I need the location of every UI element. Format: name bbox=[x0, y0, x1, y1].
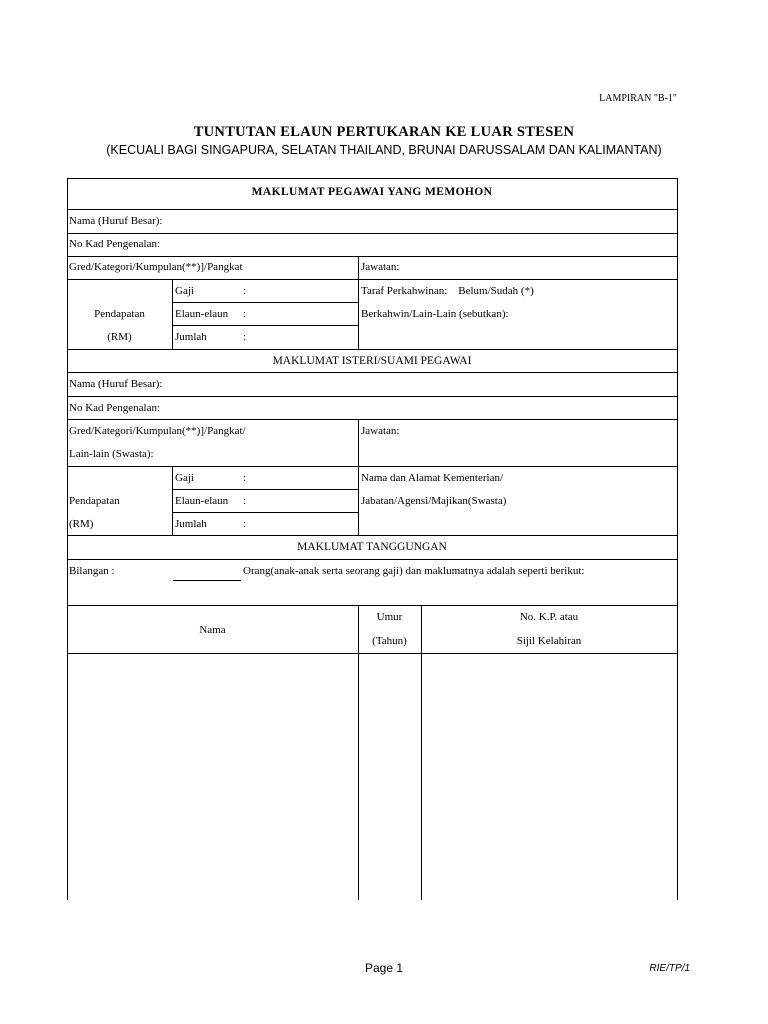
row-divider bbox=[67, 605, 677, 606]
row-divider bbox=[67, 349, 677, 350]
label-pendapatan: Pendapatan bbox=[94, 308, 145, 320]
page-number: Page 1 bbox=[364, 961, 404, 975]
label-pendapatan: Pendapatan bbox=[69, 495, 120, 507]
column-header-nama: Nama bbox=[199, 624, 226, 636]
label-gaji: Gaji bbox=[175, 285, 194, 297]
field-alamat-kementerian: Nama dan Alamat Kementerian/ bbox=[361, 472, 504, 484]
row-divider bbox=[67, 653, 677, 654]
column-divider bbox=[358, 256, 359, 349]
table-border-left bbox=[67, 178, 68, 900]
row-divider bbox=[67, 535, 677, 536]
field-no-kad-isteri: No Kad Pengenalan: bbox=[69, 402, 161, 414]
label-jumlah: Jumlah bbox=[175, 331, 207, 343]
column-divider bbox=[358, 419, 359, 535]
table-border-top bbox=[67, 178, 677, 179]
label-elaun: Elaun-elaun bbox=[175, 308, 229, 320]
field-taraf-perkahwinan: Taraf Perkahwinan: Belum/Sudah (*) bbox=[361, 285, 534, 297]
form-code: RIE/TP/1 bbox=[649, 963, 690, 974]
label-jumlah: Jumlah bbox=[175, 518, 207, 530]
field-berkahwin-lain: Berkahwin/Lain-Lain (sebutkan): bbox=[361, 308, 509, 320]
field-nama-pegawai: Nama (Huruf Besar): bbox=[69, 215, 163, 227]
form-subtitle: (KECUALI BAGI SINGAPURA, SELATAN THAILAND, BRUNAI DARUSSALAM DAN KALIMANTAN) bbox=[106, 143, 662, 157]
bilangan-blank-line bbox=[173, 580, 241, 581]
colon: : bbox=[243, 495, 247, 507]
row-divider bbox=[67, 396, 677, 397]
field-lain-lain-swasta: Lain-lain (Swasta): bbox=[69, 448, 154, 460]
column-divider bbox=[358, 605, 359, 900]
column-header-tahun: (Tahun) bbox=[372, 635, 407, 647]
column-header-kp: No. K.P. atau bbox=[519, 611, 579, 623]
colon: : bbox=[243, 285, 247, 297]
row-divider bbox=[67, 419, 677, 420]
row-divider bbox=[67, 466, 677, 467]
colon: : bbox=[243, 331, 247, 343]
field-gred-isteri: Gred/Kategori/Kumpulan(**)]/Pangkat/ bbox=[69, 425, 246, 437]
field-alamat-jabatan: Jabatan/Agensi/Majikan(Swasta) bbox=[361, 495, 507, 507]
section-header-tanggungan: MAKLUMAT TANGGUNGAN bbox=[297, 541, 447, 553]
field-gred-pegawai: Gred/Kategori/Kumpulan(**)]/Pangkat bbox=[69, 261, 243, 273]
field-jawatan-isteri: Jawatan: bbox=[361, 425, 400, 437]
income-divider bbox=[172, 325, 358, 326]
colon: : bbox=[243, 518, 247, 530]
income-divider bbox=[172, 302, 358, 303]
claim-form-table bbox=[67, 178, 677, 900]
field-bilangan: Bilangan : bbox=[69, 565, 115, 577]
income-divider bbox=[172, 489, 358, 490]
column-header-umur: Umur bbox=[376, 611, 403, 623]
row-divider bbox=[67, 372, 677, 373]
field-nama-isteri: Nama (Huruf Besar): bbox=[69, 378, 163, 390]
form-title: TUNTUTAN ELAUN PERTUKARAN KE LUAR STESEN bbox=[193, 124, 575, 140]
section-header-isteri: MAKLUMAT ISTERI/SUAMI PEGAWAI bbox=[272, 355, 472, 367]
label-elaun: Elaun-elaun bbox=[175, 495, 229, 507]
field-jawatan-pegawai: Jawatan: bbox=[361, 261, 400, 273]
row-divider bbox=[67, 279, 677, 280]
row-divider bbox=[67, 559, 677, 560]
column-divider bbox=[172, 279, 173, 349]
row-divider bbox=[67, 233, 677, 234]
colon: : bbox=[243, 472, 247, 484]
field-orang-text: Orang(anak-anak serta seorang gaji) dan maklumatnya adalah seperti berikut: bbox=[243, 565, 585, 577]
field-no-kad-pegawai: No Kad Pengenalan: bbox=[69, 238, 161, 250]
table-border-right bbox=[677, 178, 678, 900]
row-divider bbox=[67, 209, 677, 210]
label-rm: (RM) bbox=[107, 331, 132, 343]
section-header-pegawai: MAKLUMAT PEGAWAI YANG MEMOHON bbox=[251, 186, 493, 198]
column-divider bbox=[421, 605, 422, 900]
label-gaji: Gaji bbox=[175, 472, 194, 484]
annex-label: LAMPIRAN "B-1" bbox=[599, 93, 677, 104]
colon: : bbox=[243, 308, 247, 320]
label-rm: (RM) bbox=[69, 518, 94, 530]
income-divider bbox=[172, 512, 358, 513]
column-header-sijil: Sijil Kelahiran bbox=[516, 635, 582, 647]
column-divider bbox=[172, 466, 173, 535]
row-divider bbox=[67, 256, 677, 257]
